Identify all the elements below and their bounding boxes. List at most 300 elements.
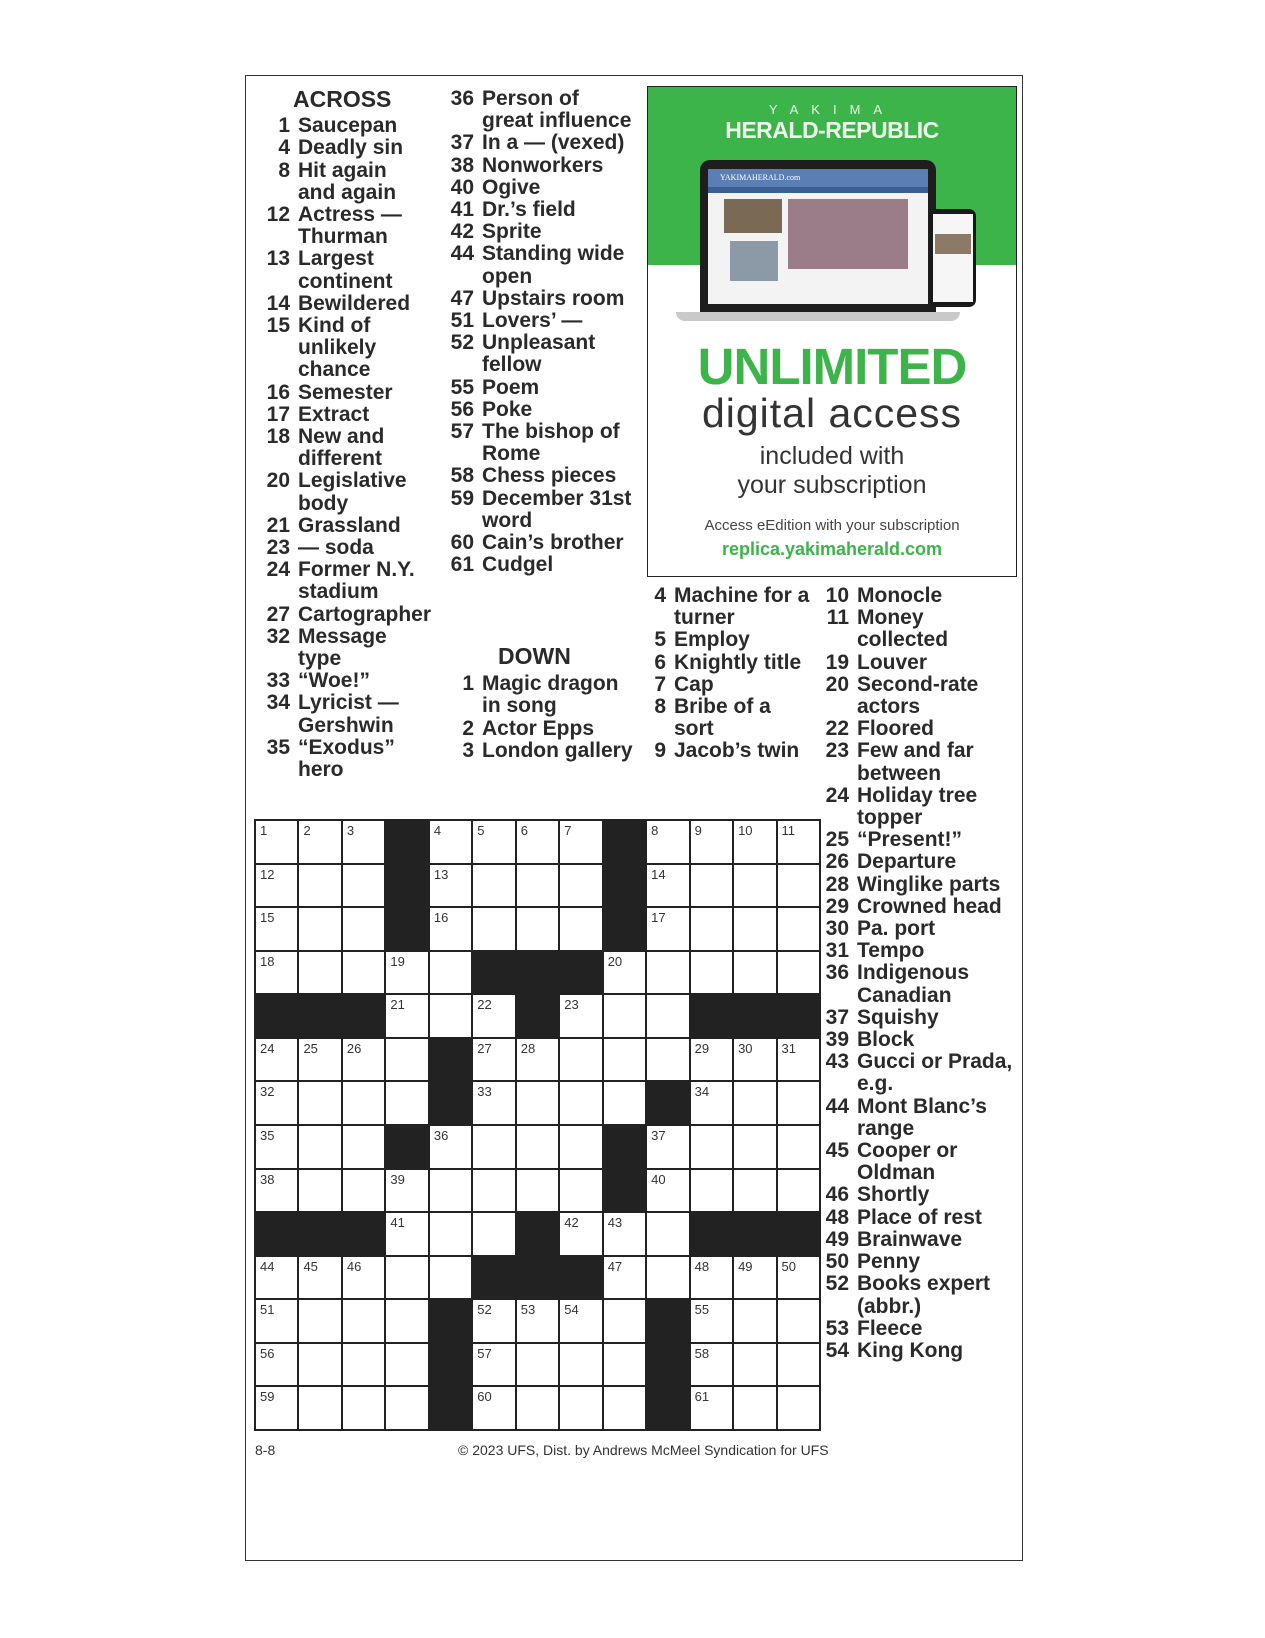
grid-cell[interactable] — [299, 821, 340, 863]
grid-cell[interactable] — [430, 1213, 471, 1255]
clue-number: 58 — [450, 464, 474, 488]
grid-cell[interactable] — [256, 908, 297, 950]
grid-cell[interactable] — [299, 908, 340, 950]
black-square — [386, 908, 427, 950]
black-square — [299, 1213, 340, 1255]
grid-cell[interactable] — [734, 1082, 775, 1124]
grid-cell[interactable] — [517, 1300, 558, 1342]
grid-cell[interactable] — [691, 865, 732, 907]
black-square — [256, 995, 297, 1037]
down-clue-24 — [818, 785, 1013, 829]
down-clue-53 — [818, 1318, 1013, 1340]
grid-cell[interactable] — [343, 1170, 384, 1212]
grid-cell[interactable] — [517, 1344, 558, 1386]
down-clue-45 — [818, 1140, 1013, 1184]
across-clue-57 — [443, 421, 633, 465]
down-clue-36 — [818, 962, 1013, 1006]
across-clue-55 — [443, 377, 633, 399]
grid-cell[interactable] — [473, 908, 514, 950]
across-heading: ACROSS — [293, 86, 392, 112]
clue-text: Lyricist — Gershwin — [298, 691, 399, 737]
down-clue-26 — [818, 851, 1013, 873]
grid-cell[interactable] — [343, 1257, 384, 1299]
clue-text: Cap — [674, 672, 714, 696]
grid-cell[interactable] — [343, 1039, 384, 1081]
across-clue-20 — [259, 470, 429, 514]
clue-number: 12 — [266, 203, 290, 227]
black-square — [430, 1344, 471, 1386]
cell-number: 32 — [260, 1084, 275, 1100]
grid-cell[interactable] — [778, 1344, 819, 1386]
grid-cell[interactable] — [734, 908, 775, 950]
grid-cell[interactable] — [560, 1039, 601, 1081]
grid-cell[interactable] — [778, 865, 819, 907]
grid-cell[interactable] — [691, 1387, 732, 1429]
across-clue-41 — [443, 199, 633, 221]
grid-cell[interactable] — [343, 865, 384, 907]
grid-cell[interactable] — [430, 908, 471, 950]
clue-number: 46 — [825, 1183, 849, 1207]
grid-cell[interactable] — [560, 1213, 601, 1255]
cell-number: 8 — [651, 823, 659, 838]
grid-cell[interactable] — [430, 1257, 471, 1299]
clue-number: 32 — [266, 624, 290, 648]
clue-number: 59 — [450, 486, 474, 510]
grid-cell[interactable] — [430, 1170, 471, 1212]
cell-number: 13 — [433, 866, 449, 882]
grid-cell[interactable] — [299, 952, 340, 994]
grid-cell[interactable] — [604, 995, 645, 1037]
grid-cell[interactable] — [343, 1082, 384, 1124]
clue-text: Knightly title — [674, 650, 802, 674]
grid-cell[interactable] — [560, 995, 601, 1037]
clue-text: Few and far between — [857, 739, 974, 785]
ad-url-link[interactable]: replica.yakimaherald.com — [721, 539, 943, 559]
grid-cell[interactable] — [299, 1170, 340, 1212]
grid-cell[interactable] — [647, 1126, 688, 1168]
clue-text: Penny — [857, 1250, 921, 1274]
across-clue-1 — [259, 115, 429, 137]
cell-number: 38 — [260, 1171, 275, 1187]
black-square — [430, 1300, 471, 1342]
clue-number: 16 — [266, 380, 290, 404]
grid-cell[interactable] — [386, 1300, 427, 1342]
down-clue-10 — [818, 585, 1013, 607]
grid-cell[interactable] — [430, 865, 471, 907]
laptop-screen — [708, 169, 928, 304]
clue-number: 1 — [462, 672, 474, 696]
grid-cell[interactable] — [517, 1082, 558, 1124]
grid-cell[interactable] — [604, 1039, 645, 1081]
grid-cell[interactable] — [734, 1300, 775, 1342]
grid-cell[interactable] — [647, 865, 688, 907]
grid-cell[interactable] — [647, 1213, 688, 1255]
cell-number: 46 — [346, 1258, 362, 1274]
clue-text: Magic dragon in song — [482, 672, 619, 718]
grid-cell[interactable] — [560, 1387, 601, 1429]
clue-number: 18 — [266, 425, 290, 449]
grid-cell[interactable] — [691, 821, 732, 863]
clue-number: 23 — [266, 536, 290, 560]
down-clue-20 — [818, 674, 1013, 718]
cell-number: 52 — [477, 1302, 492, 1318]
cell-number: 16 — [433, 910, 449, 926]
clue-text: Kind of unlikely chance — [298, 314, 377, 382]
grid-cell[interactable] — [647, 995, 688, 1037]
grid-cell[interactable] — [430, 995, 471, 1037]
black-square — [473, 952, 514, 994]
clue-text: Winglike parts — [857, 872, 1001, 896]
grid-cell[interactable] — [560, 1126, 601, 1168]
grid-cell[interactable] — [734, 1170, 775, 1212]
cell-number: 25 — [303, 1040, 318, 1056]
grid-cell[interactable] — [647, 952, 688, 994]
clue-text: Fleece — [857, 1316, 923, 1340]
grid-cell[interactable] — [517, 865, 558, 907]
grid-cell[interactable] — [734, 821, 775, 863]
clue-text: Squishy — [857, 1005, 939, 1029]
grid-cell[interactable] — [299, 1387, 340, 1429]
grid-cell[interactable] — [647, 821, 688, 863]
grid-cell[interactable] — [778, 1126, 819, 1168]
grid-cell[interactable] — [604, 1213, 645, 1255]
grid-cell[interactable] — [778, 1257, 819, 1299]
puzzle-date: 8-8 — [255, 1442, 276, 1458]
black-square — [734, 1213, 775, 1255]
clue-text: Grassland — [298, 513, 401, 537]
clue-number: 61 — [450, 553, 474, 577]
subscription-ad[interactable] — [647, 86, 1017, 577]
clue-text: London gallery — [482, 738, 633, 762]
grid-cell[interactable] — [691, 1300, 732, 1342]
grid-cell[interactable] — [473, 1039, 514, 1081]
clue-text: Brainwave — [857, 1227, 963, 1251]
grid-cell[interactable] — [386, 1170, 427, 1212]
down-clue-28 — [818, 874, 1013, 896]
grid-cell[interactable] — [386, 1213, 427, 1255]
grid-cell[interactable] — [386, 1082, 427, 1124]
grid-cell[interactable] — [560, 821, 601, 863]
cell-number: 43 — [607, 1215, 623, 1231]
clue-text: Machine for a turner — [674, 584, 810, 630]
grid-cell[interactable] — [430, 821, 471, 863]
clue-number: 51 — [450, 309, 474, 333]
crossword-grid[interactable] — [254, 819, 821, 1431]
black-square — [647, 1300, 688, 1342]
clue-number: 53 — [825, 1316, 849, 1340]
grid-cell[interactable] — [386, 1039, 427, 1081]
grid-cell[interactable] — [299, 1300, 340, 1342]
clue-number: 38 — [450, 153, 474, 177]
clue-number: 36 — [825, 961, 849, 985]
across-clue-21 — [259, 515, 429, 537]
cell-number: 14 — [651, 866, 666, 882]
clue-number: 24 — [266, 558, 290, 582]
grid-cell[interactable] — [517, 1170, 558, 1212]
cell-number: 55 — [694, 1302, 710, 1318]
cell-number: 27 — [477, 1040, 492, 1056]
grid-cell[interactable] — [473, 1300, 514, 1342]
grid-cell[interactable] — [560, 1082, 601, 1124]
black-square — [691, 995, 732, 1037]
across-clue-37 — [443, 132, 633, 154]
grid-cell[interactable] — [734, 1344, 775, 1386]
grid-cell[interactable] — [778, 821, 819, 863]
down-clue-43 — [818, 1051, 1013, 1095]
grid-cell[interactable] — [604, 1300, 645, 1342]
grid-cell[interactable] — [691, 1039, 732, 1081]
grid-cell[interactable] — [386, 1344, 427, 1386]
grid-cell[interactable] — [256, 821, 297, 863]
grid-cell[interactable] — [778, 1300, 819, 1342]
grid-cell[interactable] — [473, 1387, 514, 1429]
clue-text: Mont Blanc’s range — [857, 1094, 987, 1140]
grid-cell[interactable] — [343, 821, 384, 863]
grid-cell[interactable] — [691, 1170, 732, 1212]
grid-cell[interactable] — [560, 908, 601, 950]
grid-cell[interactable] — [691, 908, 732, 950]
black-square — [430, 1039, 471, 1081]
grid-cell[interactable] — [299, 1257, 340, 1299]
grid-cell[interactable] — [473, 1213, 514, 1255]
black-square — [517, 1257, 558, 1299]
clue-text: Dr.’s field — [482, 198, 576, 222]
cell-number: 39 — [390, 1171, 405, 1187]
across-clue-14 — [259, 293, 429, 315]
grid-cell[interactable] — [386, 995, 427, 1037]
grid-cell[interactable] — [778, 908, 819, 950]
cell-number: 10 — [738, 823, 753, 838]
clue-text: Money collected — [857, 606, 949, 652]
down-clue-3 — [443, 740, 633, 762]
clue-text: Lovers’ — — [482, 309, 583, 333]
grid-cell[interactable] — [734, 1387, 775, 1429]
grid-cell[interactable] — [517, 908, 558, 950]
cell-number: 61 — [694, 1389, 710, 1405]
clue-number: 7 — [654, 672, 666, 696]
grid-cell[interactable] — [343, 1126, 384, 1168]
across-clue-61 — [443, 554, 633, 576]
clue-text: Cartographer — [298, 602, 432, 626]
grid-cell[interactable] — [299, 1082, 340, 1124]
cell-number: 56 — [260, 1345, 275, 1361]
clue-text: Tempo — [857, 939, 925, 963]
grid-cell[interactable] — [778, 1387, 819, 1429]
clue-number: 24 — [825, 783, 849, 807]
clue-number: 49 — [825, 1227, 849, 1251]
grid-cell[interactable] — [343, 1387, 384, 1429]
grid-cell[interactable] — [299, 1344, 340, 1386]
down-clue-46 — [818, 1184, 1013, 1206]
grid-cell[interactable] — [299, 865, 340, 907]
grid-cell[interactable] — [560, 865, 601, 907]
grid-cell[interactable] — [256, 1082, 297, 1124]
cell-number: 49 — [738, 1258, 753, 1274]
grid-cell[interactable] — [343, 952, 384, 994]
grid-cell[interactable] — [299, 1039, 340, 1081]
clue-number: 9 — [654, 739, 666, 763]
down-clue-11 — [818, 607, 1013, 651]
grid-cell[interactable] — [517, 821, 558, 863]
cell-number: 15 — [260, 910, 275, 926]
cell-number: 40 — [651, 1171, 666, 1187]
down-clue-19 — [818, 652, 1013, 674]
grid-cell[interactable] — [473, 865, 514, 907]
clue-number: 4 — [278, 136, 290, 160]
grid-cell[interactable] — [517, 1387, 558, 1429]
across-clue-56 — [443, 399, 633, 421]
grid-cell[interactable] — [473, 1344, 514, 1386]
clue-text: December 31st word — [482, 486, 632, 532]
clue-number: 8 — [278, 158, 290, 182]
clue-text: Bewildered — [298, 291, 411, 315]
grid-cell[interactable] — [604, 1082, 645, 1124]
grid-cell[interactable] — [517, 1126, 558, 1168]
cell-number: 57 — [477, 1345, 492, 1361]
grid-cell[interactable] — [734, 952, 775, 994]
grid-cell[interactable] — [778, 1039, 819, 1081]
grid-cell[interactable] — [560, 1344, 601, 1386]
black-square — [647, 1344, 688, 1386]
cell-number: 35 — [260, 1128, 275, 1143]
clue-number: 33 — [266, 669, 290, 693]
black-square — [343, 1213, 384, 1255]
grid-cell[interactable] — [778, 1170, 819, 1212]
cell-number: 18 — [260, 953, 275, 969]
grid-cell[interactable] — [647, 1257, 688, 1299]
grid-cell[interactable] — [256, 1126, 297, 1168]
down-clue-4 — [635, 585, 815, 629]
grid-cell[interactable] — [691, 1344, 732, 1386]
grid-cell[interactable] — [256, 952, 297, 994]
grid-cell[interactable] — [256, 1170, 297, 1212]
cell-number: 28 — [520, 1040, 536, 1056]
clue-number: 20 — [266, 469, 290, 493]
cell-number: 31 — [781, 1040, 796, 1056]
grid-cell[interactable] — [734, 1126, 775, 1168]
across-clue-47 — [443, 288, 633, 310]
down-clues-column-2 — [635, 585, 815, 763]
grid-cell[interactable] — [473, 821, 514, 863]
grid-cell[interactable] — [604, 952, 645, 994]
clue-number: 48 — [825, 1205, 849, 1229]
across-clue-15 — [259, 315, 429, 382]
grid-cell[interactable] — [256, 1344, 297, 1386]
clue-number: 21 — [266, 513, 290, 537]
grid-cell[interactable] — [778, 952, 819, 994]
clue-text: Cudgel — [482, 553, 554, 577]
down-clue-2 — [443, 718, 633, 740]
down-clue-49 — [818, 1229, 1013, 1251]
clue-number: 45 — [825, 1139, 849, 1163]
grid-cell[interactable] — [604, 1257, 645, 1299]
grid-cell[interactable] — [734, 1039, 775, 1081]
clue-number: 56 — [450, 397, 474, 421]
grid-cell[interactable] — [256, 1387, 297, 1429]
black-square — [691, 1213, 732, 1255]
black-square — [560, 952, 601, 994]
grid-cell[interactable] — [734, 865, 775, 907]
grid-cell[interactable] — [778, 1082, 819, 1124]
grid-cell[interactable] — [343, 1344, 384, 1386]
grid-cell[interactable] — [734, 1257, 775, 1299]
clue-number: 23 — [825, 739, 849, 763]
cell-number: 4 — [433, 823, 442, 838]
grid-cell[interactable] — [647, 908, 688, 950]
black-square — [604, 865, 645, 907]
cell-number: 51 — [260, 1302, 275, 1318]
clue-text: Chess pieces — [482, 464, 617, 488]
cell-number: 54 — [564, 1302, 579, 1318]
clue-number: 30 — [825, 917, 849, 941]
grid-cell[interactable] — [473, 1126, 514, 1168]
grid-cell[interactable] — [604, 1344, 645, 1386]
clue-text: Shortly — [857, 1183, 930, 1207]
grid-cell[interactable] — [647, 1170, 688, 1212]
grid-cell[interactable] — [343, 908, 384, 950]
grid-cell[interactable] — [473, 995, 514, 1037]
grid-cell[interactable] — [386, 952, 427, 994]
cell-number: 50 — [781, 1258, 796, 1274]
grid-cell[interactable] — [473, 1082, 514, 1124]
grid-cell[interactable] — [604, 1387, 645, 1429]
clue-number: 4 — [654, 584, 666, 607]
grid-cell[interactable] — [299, 1126, 340, 1168]
grid-cell[interactable] — [256, 1257, 297, 1299]
black-square — [256, 1213, 297, 1255]
grid-cell[interactable] — [647, 1039, 688, 1081]
cell-number: 24 — [260, 1040, 275, 1056]
grid-cell[interactable] — [343, 1300, 384, 1342]
clue-text: Gucci or Prada, e.g. — [857, 1050, 1013, 1096]
black-square — [604, 1126, 645, 1168]
grid-cell[interactable] — [386, 1387, 427, 1429]
down-clue-44 — [818, 1096, 1013, 1140]
clue-number: 6 — [654, 650, 666, 674]
grid-cell[interactable] — [560, 1300, 601, 1342]
cell-number: 3 — [346, 823, 355, 838]
clue-number: 36 — [450, 87, 474, 110]
screen-logo: YAKIMAHERALD.com — [720, 173, 801, 182]
across-clue-23 — [259, 537, 429, 559]
grid-cell[interactable] — [430, 952, 471, 994]
black-square — [430, 1082, 471, 1124]
grid-cell[interactable] — [517, 1039, 558, 1081]
across-clue-17 — [259, 404, 429, 426]
grid-cell[interactable] — [560, 1170, 601, 1212]
down-clue-39 — [818, 1029, 1013, 1051]
grid-cell[interactable] — [430, 1126, 471, 1168]
black-square — [734, 995, 775, 1037]
grid-cell[interactable] — [256, 1039, 297, 1081]
clue-text: Actor Epps — [482, 716, 595, 740]
across-clue-32 — [259, 626, 429, 670]
grid-cell[interactable] — [256, 865, 297, 907]
clue-text: Nonworkers — [482, 153, 604, 177]
down-clue-31 — [818, 940, 1013, 962]
down-clue-25 — [818, 829, 1013, 851]
grid-cell[interactable] — [691, 952, 732, 994]
black-square — [560, 1257, 601, 1299]
clue-text: Floored — [857, 717, 934, 741]
grid-cell[interactable] — [386, 1257, 427, 1299]
grid-cell[interactable] — [691, 1126, 732, 1168]
grid-cell[interactable] — [256, 1300, 297, 1342]
grid-cell[interactable] — [473, 1170, 514, 1212]
grid-cell[interactable] — [691, 1082, 732, 1124]
grid-cell[interactable] — [691, 1257, 732, 1299]
clue-number: 27 — [266, 602, 290, 626]
